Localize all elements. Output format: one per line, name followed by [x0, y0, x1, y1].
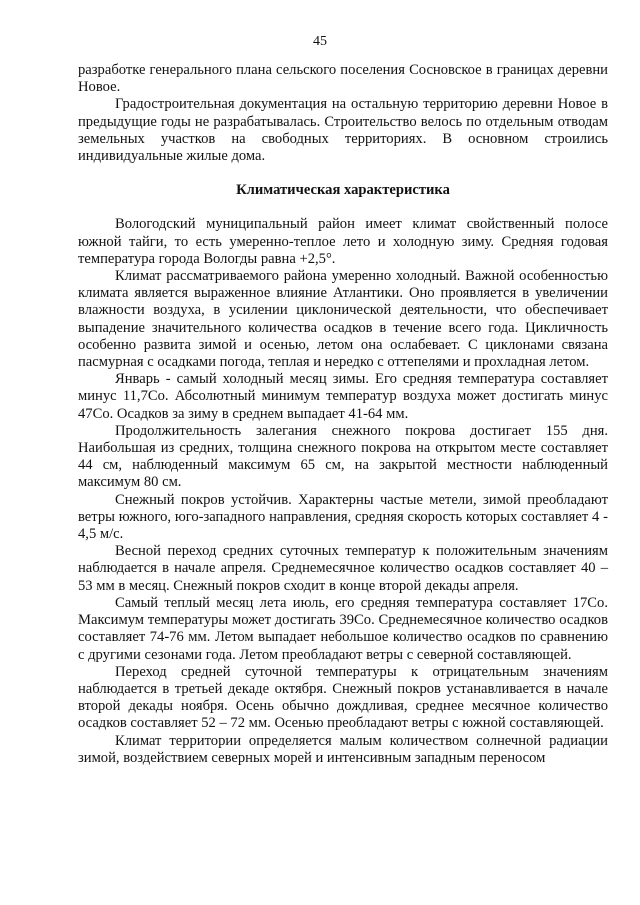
paragraph: Градостроительная документация на остальную территорию деревни Новое в предыдущие годы не разрабатывалась. Строительство велось по отдельным отводам земельных участков на свободных территориях. В основном строились индивидуальные жилые дома.: [78, 96, 608, 165]
paragraph: Весной переход средних суточных температур к положительным значениям наблюдается в начале апреля. Среднемесячное количество осадков составляет 40 – 53 мм в месяц. Снежный покров сходит в конце второй декады апреля.: [78, 543, 608, 594]
paragraph: Переход средней суточной температуры к отрицательным значениям наблюдается в третьей декаде октября. Снежный покров устанавливается в начале второй декады ноября. Осень обычно дождливая, среднее месячное количество осадков составляет 52 – 72 мм. Осенью преобладают ветры с южной составляющей.: [78, 663, 608, 732]
paragraph: Самый теплый месяц лета июль, его средняя температура составляет 17Со. Максимум температуры может достигать 39Со. Среднемесячное количество осадков составляет 74-76 мм. Летом выпадает небольшое количество осадков по сравнению с другими сезонами года. Летом преобладают ветры с северной составляющей.: [78, 594, 608, 663]
paragraph: Вологодский муниципальный район имеет климат свойственный полосе южной тайги, то есть умеренно-теплое лето и холодную зиму. Средняя годовая температура города Вологды равна +2,5°.: [78, 216, 608, 267]
paragraph: Снежный покров устойчив. Характерны частые метели, зимой преобладают ветры южного, юго-западного направления, средняя скорость которых составляет 4 - 4,5 м/с.: [78, 491, 608, 543]
paragraph: Январь - самый холодный месяц зимы. Его средняя температура составляет минус 11,7Со. Абсолютный минимум температур воздуха может достигать минус 47Со. Осадков за зиму в среднем выпадает 41-64 мм.: [78, 371, 608, 422]
paragraph: Продолжительность залегания снежного покрова достигает 155 дня. Наибольшая из средних, толщина снежного покрова на открытом месте составляет 44 см, наблюденный максимум 65 см, на закрытой местности наблюденный максимум 80 см.: [78, 422, 608, 491]
paragraph: разработке генерального плана сельского поселения Сосновское в границах деревни Новое.: [78, 62, 608, 96]
section-heading: Климатическая характеристика: [236, 182, 450, 199]
paragraph: Климат территории определяется малым количеством солнечной радиации зимой, воздействием северных морей и интенсивным западным переносом: [78, 732, 608, 766]
page-number: 45: [313, 34, 327, 49]
body-text: [78, 62, 608, 767]
paragraph: Климат рассматриваемого района умеренно холодный. Важной особенностью климата является выраженное влияние Атлантики. Оно проявляется в увеличении влажности воздуха, в усилении циклонической деятельности, что обеспечивает выпадение значительного количества осадков в течение всего года. Цикличность особенно развита зимой и осенью, летом она ослабевает. С циклонами связана пасмурная с осадками погода, теплая и нередко с оттепелями и прохладная летом.: [78, 268, 608, 371]
